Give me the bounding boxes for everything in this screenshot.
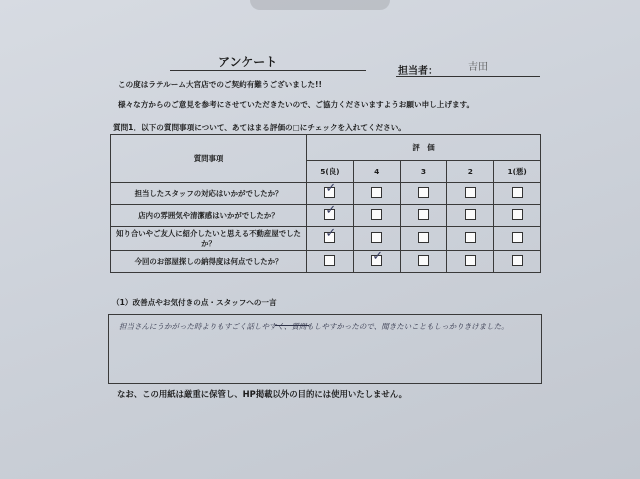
rating-header: 評 価 — [307, 135, 541, 161]
comment-box — [108, 314, 542, 384]
table-row — [111, 251, 541, 273]
checkbox[interactable] — [465, 187, 476, 198]
question2-heading: （1）改善点やお気付きの点・スタッフへの一言 — [112, 298, 277, 307]
checkbox[interactable] — [418, 232, 429, 243]
privacy-note: なお、この用紙は厳重に保管し、HP掲載以外の目的には使用いたしません。 — [117, 389, 408, 399]
page-title: アンケート — [218, 55, 278, 69]
scale-3: 3 — [400, 161, 447, 183]
title-underline — [170, 70, 366, 71]
checkbox[interactable] — [465, 232, 476, 243]
table-row — [111, 227, 541, 251]
staff-name-handwritten: 吉田 — [468, 62, 488, 73]
checkbox[interactable] — [324, 232, 335, 243]
scale-5: 5(良) — [307, 161, 354, 183]
checkbox[interactable] — [324, 187, 335, 198]
scale-4: 4 — [353, 161, 400, 183]
checkbox[interactable] — [371, 232, 382, 243]
question-text: 店内の雰囲気や清潔感はいかがでしたか？ — [111, 205, 307, 227]
checkbox[interactable] — [371, 209, 382, 220]
items-header: 質問事項 — [111, 135, 307, 183]
checkbox[interactable] — [512, 209, 523, 220]
question-text: 担当したスタッフの対応はいかがでしたか？ — [111, 183, 307, 205]
checkbox[interactable] — [418, 255, 429, 266]
intro-line-2: 様々な方からのご意見を参考にさせていただきたいので、ご協力くださいますようお願い申し上げます。 — [118, 100, 475, 109]
checkbox[interactable] — [512, 255, 523, 266]
checkbox[interactable] — [324, 209, 335, 220]
table-row — [111, 205, 541, 227]
table-row — [111, 183, 541, 205]
staff-underline — [396, 76, 540, 77]
checkbox[interactable] — [371, 255, 382, 266]
question1-heading: 質問1．以下の質問事項について、あてはまる評価の□にチェックを入れてください。 — [113, 123, 406, 132]
checkbox[interactable] — [512, 187, 523, 198]
checkbox[interactable] — [465, 209, 476, 220]
checkbox[interactable] — [324, 255, 335, 266]
scale-2: 2 — [447, 161, 494, 183]
checkbox[interactable] — [465, 255, 476, 266]
rating-table — [110, 134, 541, 273]
scale-1: 1(悪) — [494, 161, 541, 183]
intro-line-1: この度はラテルーム大宮店でのご契約有難うございました!! — [118, 80, 322, 89]
checkbox[interactable] — [371, 187, 382, 198]
question-text: 知り合いやご友人に紹介したいと思える不動産屋でしたか？ — [111, 227, 307, 251]
strike-through-mark — [275, 325, 309, 326]
staff-label: 担当者： — [398, 66, 438, 77]
handwritten-comment: 担当さんにうかがった時よりもすごく話しやすく、質問もしやすかったので、聞きたいこともしっかりきけました。 — [119, 322, 509, 331]
checkbox[interactable] — [418, 209, 429, 220]
checkbox[interactable] — [512, 232, 523, 243]
checkbox[interactable] — [418, 187, 429, 198]
question-text: 今回のお部屋探しの納得度は何点でしたか？ — [111, 251, 307, 273]
